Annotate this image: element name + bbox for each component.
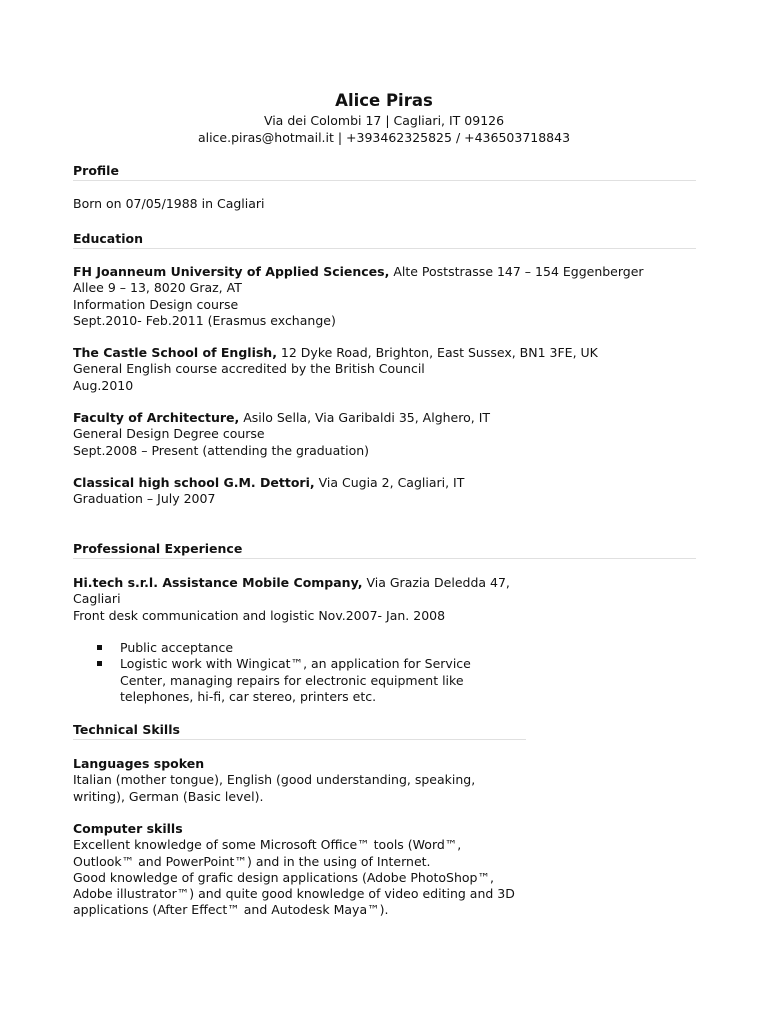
skills-title: Technical Skills <box>73 722 180 737</box>
bullet-text: Logistic work with Wingicat™, an application for Service Center, managing repairs for electronic equipment like telephones, hi-fi, car stereo, printers etc. <box>120 656 471 704</box>
course-dates: Graduation – July 2007 <box>73 491 216 507</box>
education-entry <box>73 264 673 329</box>
resume-header <box>0 90 768 146</box>
profile-title: Profile <box>73 163 119 178</box>
institution-address: Alte Poststrasse 147 – 154 Eggenberger <box>389 264 644 279</box>
candidate-name: Alice Piras <box>335 91 433 110</box>
experience-section-heading <box>73 540 696 559</box>
experience-bullet-list <box>97 640 497 705</box>
birth-info: Born on 07/05/1988 in Cagliari <box>73 196 265 211</box>
institution-address: 12 Dyke Road, Brighton, East Sussex, BN1 3FE, UK <box>276 345 598 360</box>
course-name: Information Design course <box>73 296 239 312</box>
experience-entry <box>73 575 673 624</box>
experience-divider <box>73 558 696 559</box>
languages-block <box>73 756 493 805</box>
computer-skills-text: Good knowledge of grafic design applications (Adobe PhotoShop™, Adobe illustrator™) and quite good knowledge of video editing and 3D applications (After Effect™ and Autodesk Maya™). <box>73 869 515 918</box>
company-name: Hi.tech s.r.l. Assistance Mobile Company, <box>73 575 363 590</box>
course-dates: Aug.2010 <box>73 377 134 393</box>
institution-name: Classical high school G.M. Dettori, <box>73 475 315 490</box>
course-dates: Sept.2010- Feb.2011 (Erasmus exchange) <box>73 312 336 328</box>
course-name: General English course accredited by the British Council <box>73 361 425 377</box>
bullet-square-icon <box>97 645 102 650</box>
education-entry <box>73 410 673 459</box>
skills-divider <box>73 739 526 740</box>
languages-text: Italian (mother tongue), English (good understanding, speaking, writing), German (Basic level). <box>73 772 476 804</box>
list-item <box>97 656 497 705</box>
education-title: Education <box>73 231 143 246</box>
institution-address-cont: Allee 9 – 13, 8020 Graz, AT <box>73 280 242 296</box>
job-role: Front desk communication and logistic Nov.2007- Jan. 2008 <box>73 607 446 623</box>
languages-title: Languages spoken <box>73 756 205 771</box>
company-city: Cagliari <box>73 591 121 607</box>
institution-address: Via Cugia 2, Cagliari, IT <box>314 475 465 490</box>
computer-skills-text: Excellent knowledge of some Microsoft Office™ tools (Word™, Outlook™ and PowerPoint™) and in the using of Internet. <box>73 837 462 869</box>
education-entry <box>73 475 673 508</box>
institution-address: Asilo Sella, Via Garibaldi 35, Alghero, IT <box>239 410 491 425</box>
skills-section-heading <box>73 721 526 740</box>
profile-block <box>73 196 673 212</box>
bullet-square-icon <box>97 661 102 666</box>
company-address: Via Grazia Deledda 47, <box>362 575 510 590</box>
education-section-heading <box>73 230 696 249</box>
bullet-text: Public acceptance <box>120 640 234 655</box>
course-name: General Design Degree course <box>73 426 265 442</box>
computer-skills-block <box>73 821 518 919</box>
institution-name: The Castle School of English, <box>73 345 277 360</box>
list-item <box>97 640 497 656</box>
address-line: Via dei Colombi 17 | Cagliari, IT 09126 <box>263 113 505 128</box>
course-dates: Sept.2008 – Present (attending the graduation) <box>73 442 370 458</box>
institution-name: FH Joanneum University of Applied Sciences, <box>73 264 390 279</box>
education-entry <box>73 345 673 394</box>
experience-title: Professional Experience <box>73 541 243 556</box>
profile-section-heading <box>73 162 696 181</box>
contact-line: alice.piras@hotmail.it | +393462325825 / +436503718843 <box>197 130 571 145</box>
computer-skills-title: Computer skills <box>73 821 183 836</box>
education-divider <box>73 248 696 249</box>
institution-name: Faculty of Architecture, <box>73 410 240 425</box>
profile-divider <box>73 180 696 181</box>
